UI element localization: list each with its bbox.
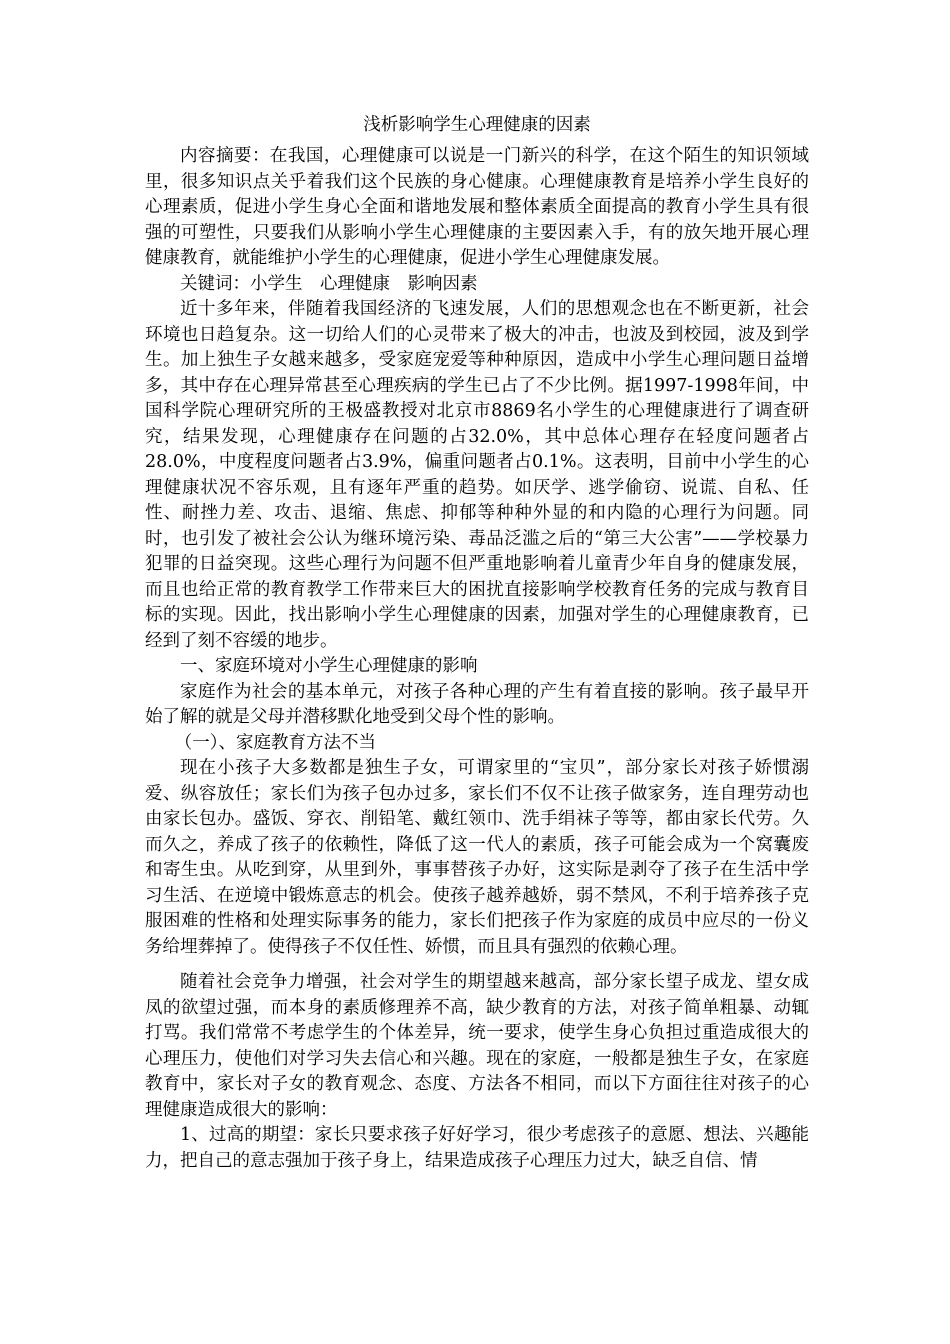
document-title: 浅析影响学生心理健康的因素	[363, 115, 591, 135]
intro-paragraph: 近十多年来，伴随着我国经济的飞速发展，人们的思想观念也在不断更新，社会环境也日趋复杂。这一切给人们的心灵带来了极大的冲击，也波及到校园，波及到学生。加上独生子女越来越多，受家庭宠爱等种种原因，造成中小学生心理问题日益增多，其中存在心理异常甚至心理疾病的学生已占了不少比例。据1997-1998年间，中国科学院心理研究所的王极盛教授对北京市8869名小学生的心理健康进行了调查研究，结果发现，心理健康存在问题的占32.0%，其中总体心理存在轻度问题者占28.0%，中度程度问题者占3.9%，偏重问题者占0.1%。这表明，目前中小学生的心理健康状况不容乐观，且有逐年严重的趋势。如厌学、逃学偷窃、说谎、自私、任性、耐挫力差、攻击、退缩、焦虑、抑郁等种种外显的和内隐的心理行为问题。同时，也引发了被社会公认为继环境污染、毒品泛滥之后的“第三大公害”——学校暴力犯罪的日益突现。这些心理行为问题不但严重地影响着儿童青少年自身的健康发展，而且也给正常的教育教学工作带来巨大的困扰直接影响学校教育任务的完成与教育目标的实现。因此，找出影响小学生心理健康的因素，加强对学生的心理健康教育，已经到了刻不容缓的地步。	[145, 299, 809, 651]
subsection-1-heading: （一）、家庭教育方法不当	[174, 732, 376, 753]
abstract-paragraph: 内容摘要：在我国，心理健康可以说是一门新兴的科学，在这个陌生的知识领域里，很多知识点关乎着我们这个民族的身心健康。心理健康教育是培养小学生良好的心理素质，促进小学生身心全面和谐地发展和整体素质全面提高的教育小学生具有很强的可塑性，只要我们从影响小学生心理健康的主要因素入手，有的放矢地开展心理健康教育，就能维护小学生的心理健康，促进小学生心理健康发展。	[145, 146, 809, 268]
subsection-1-paragraph: 现在小孩子大多数都是独生子女，可谓家里的“宝贝”，部分家长对孩子娇惯溺爱、纵容放任；家长们为孩子包办过多，家长们不仅不让孩子做家务，连自理劳动也由家长包办。盛饭、穿衣、削铅笔、戴红领巾、洗手绢袜子等等，都由家长代劳。久而久之，养成了孩子的依赖性，降低了这一代人的素质，孩子可能会成为一个窝囊废和寄生虫。从吃到穿，从里到外，事事替孩子办好，这实际是剥夺了孩子在生活中学习生活、在逆境中锻炼意志的机会。使孩子越养越娇，弱不禁风，不利于培养孩子克服困难的性格和处理实际事务的能力，家长们把孩子作为家庭的成员中应尽的一份义务给埋葬掉了。使得孩子不仅任性、娇惯，而且具有强烈的依赖心理。	[145, 758, 809, 957]
section-1-heading: 一、家庭环境对小学生心理健康的影响	[180, 656, 478, 676]
keywords-line: 关键词：小学生 心理健康 影响因素	[180, 273, 478, 294]
section-1-paragraph: 家庭作为社会的基本单元，对孩子各种心理的产生有着直接的影响。孩子最早开始了解的就是父母并潜移默化地受到父母个性的影响。	[145, 681, 809, 727]
document-page	[145, 112, 809, 1174]
competition-paragraph: 随着社会竞争力增强，社会对学生的期望越来越高，部分家长望子成龙、望女成凤的欲望过强，而本身的素质修理养不高，缺少教育的方法，对孩子简单粗暴、动辄打骂。我们常常不考虑学生的个体差异，统一要求，使学生身心负担过重造成很大的心理压力，使他们对学习失去信心和兴趣。现在的家庭，一般都是独生子女，在家庭教育中，家长对子女的教育观念、态度、方法各不相同，而以下方面往往对孩子的心理健康造成很大的影响：	[145, 972, 809, 1120]
point-1-paragraph: 1、过高的期望：家长只要求孩子好好学习，很少考虑孩子的意愿、想法、兴趣能力，把自己的意志强加于孩子身上，结果造成孩子心理压力过大，缺乏自信、情	[145, 1125, 809, 1171]
